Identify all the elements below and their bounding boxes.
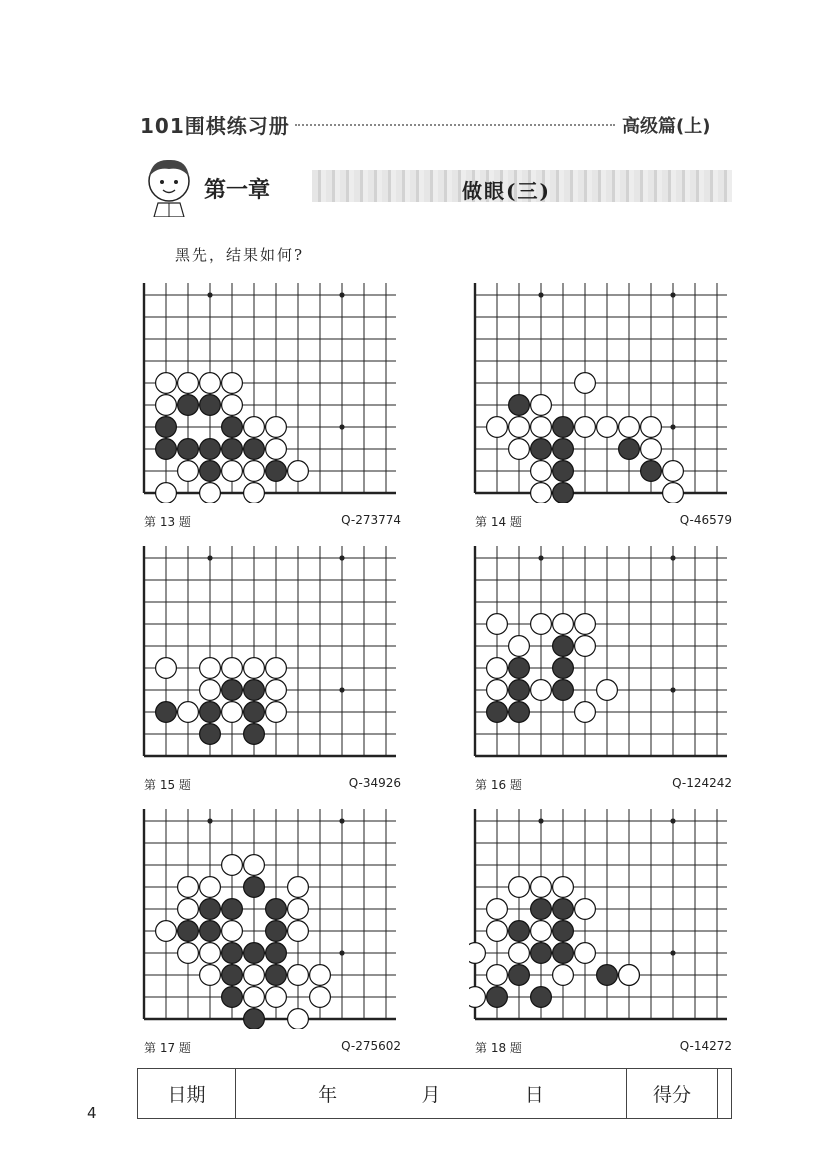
month-label: 月 bbox=[421, 1084, 441, 1106]
date-field[interactable] bbox=[236, 1069, 627, 1118]
white-stone bbox=[244, 855, 265, 876]
white-stone bbox=[310, 965, 331, 986]
black-stone bbox=[509, 395, 530, 416]
white-stone bbox=[310, 987, 331, 1008]
white-stone bbox=[156, 658, 177, 679]
black-stone bbox=[156, 439, 177, 460]
white-stone bbox=[178, 943, 199, 964]
black-stone bbox=[509, 965, 530, 986]
black-stone bbox=[244, 439, 265, 460]
white-stone bbox=[553, 877, 574, 898]
problem-14 bbox=[469, 283, 732, 533]
problem-qid: Q-124242 bbox=[672, 776, 732, 790]
go-board bbox=[469, 283, 732, 503]
header-title: 101围棋练习册 bbox=[140, 114, 290, 138]
black-stone bbox=[531, 943, 552, 964]
star-point bbox=[670, 292, 675, 297]
star-point bbox=[207, 292, 212, 297]
black-stone bbox=[200, 439, 221, 460]
white-stone bbox=[266, 439, 287, 460]
black-stone bbox=[178, 921, 199, 942]
black-stone bbox=[244, 877, 265, 898]
black-stone bbox=[222, 417, 243, 438]
black-stone bbox=[553, 439, 574, 460]
white-stone bbox=[156, 395, 177, 416]
black-stone bbox=[178, 395, 199, 416]
white-stone bbox=[487, 614, 508, 635]
white-stone bbox=[156, 921, 177, 942]
black-stone bbox=[200, 461, 221, 482]
black-stone bbox=[553, 899, 574, 920]
black-stone bbox=[244, 702, 265, 723]
black-stone bbox=[619, 439, 640, 460]
white-stone bbox=[222, 373, 243, 394]
black-stone bbox=[200, 395, 221, 416]
black-stone bbox=[553, 921, 574, 942]
white-stone bbox=[531, 483, 552, 503]
white-stone bbox=[288, 965, 309, 986]
day-label: 日 bbox=[524, 1084, 544, 1106]
score-label: 得分 bbox=[627, 1069, 718, 1118]
white-stone bbox=[531, 921, 552, 942]
star-point bbox=[670, 555, 675, 560]
white-stone bbox=[200, 680, 221, 701]
star-point bbox=[339, 818, 344, 823]
chapter-topic: 做眼(三) bbox=[462, 179, 551, 203]
white-stone bbox=[178, 702, 199, 723]
black-stone bbox=[244, 724, 265, 745]
white-stone bbox=[531, 877, 552, 898]
black-stone bbox=[266, 943, 287, 964]
white-stone bbox=[487, 658, 508, 679]
white-stone bbox=[288, 1009, 309, 1029]
go-board bbox=[138, 283, 401, 503]
black-stone bbox=[641, 461, 662, 482]
white-stone bbox=[663, 461, 684, 482]
chapter-label: 第一章 bbox=[204, 177, 271, 203]
white-stone bbox=[575, 702, 596, 723]
white-stone bbox=[487, 680, 508, 701]
white-stone bbox=[597, 680, 618, 701]
white-stone bbox=[469, 987, 485, 1008]
black-stone bbox=[222, 965, 243, 986]
black-stone bbox=[531, 439, 552, 460]
white-stone bbox=[509, 439, 530, 460]
white-stone bbox=[288, 921, 309, 942]
problem-16 bbox=[469, 546, 732, 796]
go-board bbox=[469, 809, 732, 1029]
problem-qid: Q-46579 bbox=[679, 513, 732, 527]
white-stone bbox=[200, 965, 221, 986]
black-stone bbox=[200, 702, 221, 723]
black-stone bbox=[266, 965, 287, 986]
black-stone bbox=[553, 943, 574, 964]
white-stone bbox=[266, 702, 287, 723]
white-stone bbox=[641, 439, 662, 460]
black-stone bbox=[531, 987, 552, 1008]
white-stone bbox=[575, 373, 596, 394]
instruction: 黑先，结果如何? bbox=[175, 246, 305, 264]
problem-number: 第 17 题 bbox=[144, 1041, 191, 1055]
star-point bbox=[538, 555, 543, 560]
black-stone bbox=[222, 987, 243, 1008]
white-stone bbox=[222, 461, 243, 482]
cartoon-child-icon bbox=[142, 155, 196, 217]
star-point bbox=[538, 818, 543, 823]
black-stone bbox=[156, 702, 177, 723]
white-stone bbox=[266, 417, 287, 438]
black-stone bbox=[487, 702, 508, 723]
white-stone bbox=[178, 373, 199, 394]
white-stone bbox=[575, 899, 596, 920]
black-stone bbox=[553, 483, 574, 503]
problem-number: 第 13 题 bbox=[144, 515, 191, 529]
problem-13 bbox=[138, 283, 401, 533]
star-point bbox=[339, 555, 344, 560]
white-stone bbox=[531, 395, 552, 416]
white-stone bbox=[288, 877, 309, 898]
star-point bbox=[339, 424, 344, 429]
black-stone bbox=[222, 899, 243, 920]
black-stone bbox=[266, 921, 287, 942]
chapter-banner bbox=[142, 155, 732, 217]
white-stone bbox=[244, 483, 265, 503]
problem-number: 第 14 题 bbox=[475, 515, 522, 529]
score-field[interactable] bbox=[718, 1069, 731, 1118]
black-stone bbox=[509, 658, 530, 679]
white-stone bbox=[619, 965, 640, 986]
white-stone bbox=[156, 373, 177, 394]
star-point bbox=[339, 687, 344, 692]
white-stone bbox=[531, 680, 552, 701]
problem-number: 第 16 题 bbox=[475, 778, 522, 792]
problem-qid: Q-14272 bbox=[679, 1039, 732, 1053]
black-stone bbox=[266, 461, 287, 482]
white-stone bbox=[619, 417, 640, 438]
black-stone bbox=[553, 636, 574, 657]
white-stone bbox=[222, 395, 243, 416]
black-stone bbox=[553, 417, 574, 438]
white-stone bbox=[266, 987, 287, 1008]
white-stone bbox=[509, 877, 530, 898]
white-stone bbox=[200, 943, 221, 964]
white-stone bbox=[509, 636, 530, 657]
white-stone bbox=[200, 483, 221, 503]
white-stone bbox=[597, 417, 618, 438]
black-stone bbox=[200, 921, 221, 942]
white-stone bbox=[531, 614, 552, 635]
white-stone bbox=[200, 658, 221, 679]
header-level: 高级篇(上) bbox=[622, 116, 711, 137]
white-stone bbox=[663, 483, 684, 503]
problem-qid: Q-275602 bbox=[341, 1039, 401, 1053]
white-stone bbox=[156, 483, 177, 503]
problem-18 bbox=[469, 809, 732, 1059]
white-stone bbox=[266, 680, 287, 701]
black-stone bbox=[244, 943, 265, 964]
white-stone bbox=[178, 877, 199, 898]
star-point bbox=[670, 950, 675, 955]
white-stone bbox=[288, 461, 309, 482]
white-stone bbox=[509, 943, 530, 964]
go-board bbox=[138, 809, 401, 1029]
white-stone bbox=[222, 921, 243, 942]
white-stone bbox=[487, 417, 508, 438]
star-point bbox=[538, 292, 543, 297]
page-number: 4 bbox=[87, 1104, 97, 1122]
go-board bbox=[138, 546, 401, 766]
white-stone bbox=[222, 658, 243, 679]
white-stone bbox=[266, 658, 287, 679]
problem-number: 第 18 题 bbox=[475, 1041, 522, 1055]
black-stone bbox=[553, 658, 574, 679]
white-stone bbox=[200, 373, 221, 394]
white-stone bbox=[222, 702, 243, 723]
black-stone bbox=[222, 680, 243, 701]
black-stone bbox=[200, 724, 221, 745]
problem-15 bbox=[138, 546, 401, 796]
score-table bbox=[137, 1068, 732, 1119]
black-stone bbox=[244, 1009, 265, 1029]
problem-17 bbox=[138, 809, 401, 1059]
white-stone bbox=[469, 943, 485, 964]
star-point bbox=[670, 424, 675, 429]
white-stone bbox=[244, 417, 265, 438]
white-stone bbox=[244, 658, 265, 679]
white-stone bbox=[200, 877, 221, 898]
black-stone bbox=[553, 680, 574, 701]
black-stone bbox=[509, 680, 530, 701]
white-stone bbox=[575, 943, 596, 964]
year-label: 年 bbox=[318, 1084, 338, 1106]
white-stone bbox=[178, 899, 199, 920]
white-stone bbox=[575, 636, 596, 657]
white-stone bbox=[575, 417, 596, 438]
problem-number: 第 15 题 bbox=[144, 778, 191, 792]
white-stone bbox=[487, 965, 508, 986]
black-stone bbox=[487, 987, 508, 1008]
black-stone bbox=[178, 439, 199, 460]
white-stone bbox=[553, 965, 574, 986]
white-stone bbox=[641, 417, 662, 438]
black-stone bbox=[531, 899, 552, 920]
star-point bbox=[207, 555, 212, 560]
header-dotted-line bbox=[295, 124, 615, 126]
black-stone bbox=[222, 439, 243, 460]
white-stone bbox=[288, 899, 309, 920]
star-point bbox=[207, 818, 212, 823]
star-point bbox=[339, 292, 344, 297]
star-point bbox=[339, 950, 344, 955]
white-stone bbox=[531, 461, 552, 482]
black-stone bbox=[266, 899, 287, 920]
black-stone bbox=[597, 965, 618, 986]
white-stone bbox=[487, 921, 508, 942]
white-stone bbox=[487, 899, 508, 920]
date-label: 日期 bbox=[138, 1069, 236, 1118]
problem-qid: Q-273774 bbox=[341, 513, 401, 527]
white-stone bbox=[222, 855, 243, 876]
star-point bbox=[670, 687, 675, 692]
black-stone bbox=[509, 921, 530, 942]
white-stone bbox=[244, 461, 265, 482]
problem-qid: Q-34926 bbox=[348, 776, 401, 790]
white-stone bbox=[509, 417, 530, 438]
black-stone bbox=[222, 943, 243, 964]
white-stone bbox=[244, 965, 265, 986]
black-stone bbox=[553, 461, 574, 482]
star-point bbox=[670, 818, 675, 823]
white-stone bbox=[244, 987, 265, 1008]
black-stone bbox=[156, 417, 177, 438]
white-stone bbox=[575, 614, 596, 635]
go-board bbox=[469, 546, 732, 766]
black-stone bbox=[200, 899, 221, 920]
white-stone bbox=[178, 461, 199, 482]
white-stone bbox=[531, 417, 552, 438]
black-stone bbox=[244, 680, 265, 701]
black-stone bbox=[509, 702, 530, 723]
white-stone bbox=[553, 614, 574, 635]
